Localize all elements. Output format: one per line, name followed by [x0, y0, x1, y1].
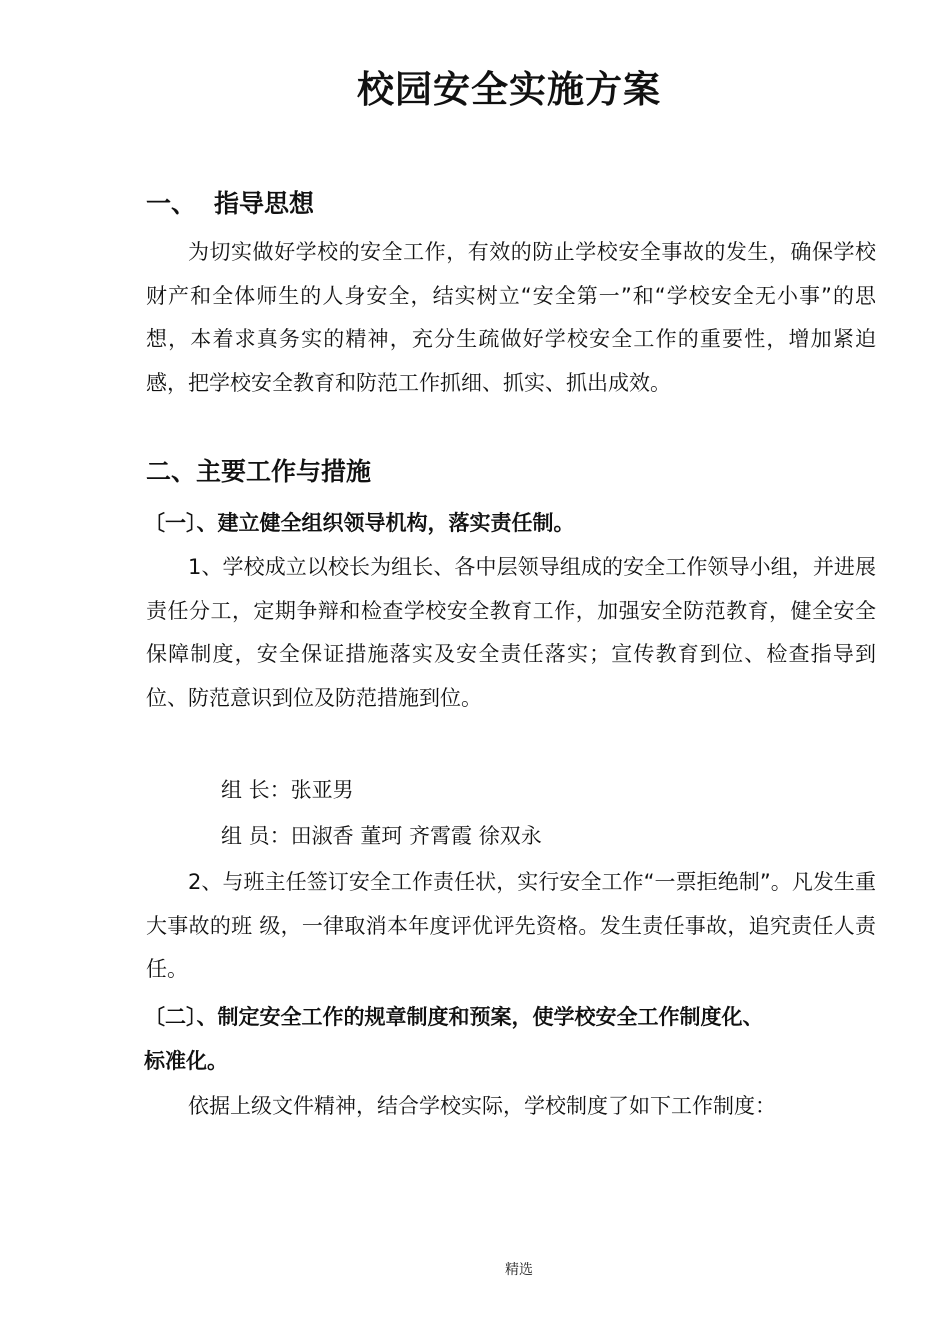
subsection-1-item-1: 1、学校成立以校长为组长、各中层领导组成的安全工作领导小组，并进展责任分工，定期争辩和检查学校安全教育工作，加强安全防范教育，健全安全保障制度，安全保证措施落实及安全责任落实；宣传教育到位、检查指导到位、防范意识到位及防范措施到位。 — [146, 555, 876, 710]
section-1-number: 一、 — [146, 189, 197, 218]
subsection-2-heading-line-2: 标准化。 — [144, 1049, 228, 1073]
section-1-title: 指导思想 — [214, 189, 315, 218]
section-1-heading — [146, 186, 314, 222]
subsection-1-item-2: 2、与班主任签订安全工作责任状，实行安全工作“一票拒绝制”。凡发生重大事故的班 级，一律取消本年度评优评先资格。发生责任事故，追究责任人责任。 — [146, 870, 876, 982]
subsection-2-paragraph: 依据上级文件精神，结合学校实际，学校制度了如下工作制度： — [188, 1094, 776, 1118]
document-title: 校园安全实施方案 — [357, 68, 661, 111]
subsection-1-heading: 〔一〕、建立健全组织领导机构，落实责任制。 — [144, 511, 575, 535]
leader-line: 组 长：张亚男 — [221, 778, 354, 802]
section-1-paragraph: 为切实做好学校的安全工作，有效的防止学校安全事故的发生，确保学校财产和全体师生的人身安全，结实树立“安全第一”和“学校安全无小事”的思想，本着求真务实的精神，充分生疏做好学校安全工作的重要性，增加紧迫感，把学校安全教育和防范工作抓细、抓实、抓出成效。 — [146, 240, 876, 395]
members-line: 组 员：田淑香 董珂 齐霄霞 徐双永 — [221, 824, 542, 848]
section-2-heading: 二、主要工作与措施 — [146, 457, 372, 486]
subsection-2-heading-line-1: 〔二〕、制定安全工作的规章制度和预案，使学校安全工作制度化、 — [144, 1005, 764, 1029]
page-footer: 精选 — [505, 1262, 533, 1278]
